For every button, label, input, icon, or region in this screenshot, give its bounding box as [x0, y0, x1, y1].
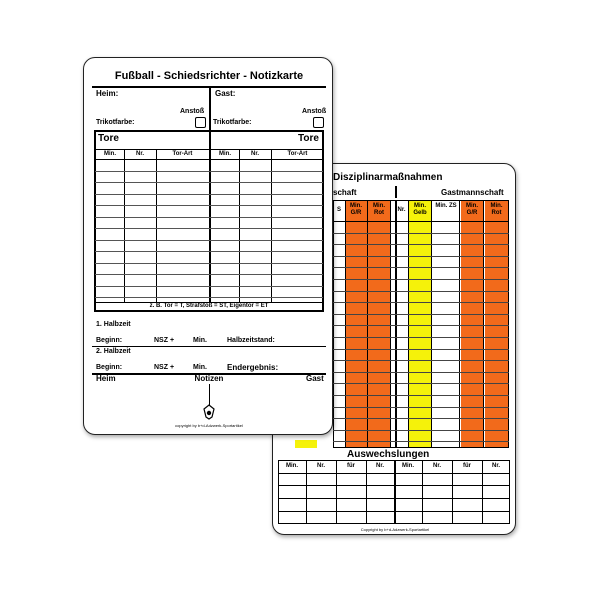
- right-gelb-column: [409, 201, 431, 447]
- auswechslungen-title: Auswechslungen: [347, 449, 430, 460]
- sub-header: Nr.: [316, 463, 325, 469]
- tore-label: Tore: [98, 133, 119, 144]
- tore-label: Tore: [298, 133, 319, 144]
- anstoss-label: Anstoß: [302, 108, 327, 115]
- right-rot-column: [485, 201, 508, 447]
- halbzeit2-label: 2. Halbzeit: [96, 348, 131, 355]
- back-title: Disziplinarmaßnahmen: [333, 172, 443, 183]
- col-header: Min. G/R: [466, 203, 478, 216]
- trikotfarbe-label: Trikotfarbe:: [213, 119, 252, 126]
- heim-notes-label: Heim: [96, 374, 116, 383]
- tore-col-header: Nr.: [135, 151, 144, 157]
- col-header: Min. ZS: [435, 203, 457, 209]
- sub-header: Nr.: [491, 463, 500, 469]
- col-header: Min. G/R: [350, 203, 362, 216]
- tore-col-header: Nr.: [250, 151, 259, 157]
- col-header: Min. Gelb: [413, 203, 427, 216]
- beginn-label: Beginn:: [96, 364, 123, 371]
- halbzeitstand-label: Halbzeitstand:: [227, 337, 275, 344]
- left-rot-column: [368, 201, 390, 447]
- tore-col-header: Tor-Art: [172, 151, 193, 157]
- divider: [395, 186, 397, 198]
- sub-header: für: [347, 463, 355, 469]
- sub-header: für: [463, 463, 471, 469]
- brand-logo-icon: [202, 404, 216, 420]
- back-copyright: Copyright by b+d-Adzwerk-Sportartikel: [360, 527, 430, 532]
- nsz-label: NSZ +: [154, 337, 175, 344]
- nsz-label: NSZ +: [154, 364, 175, 371]
- sub-header: Min.: [286, 463, 298, 469]
- anstoss-label: Anstoß: [180, 108, 205, 115]
- left-gelb-column: [295, 440, 317, 448]
- front-card: [83, 57, 333, 435]
- sub-header: Nr.: [432, 463, 441, 469]
- beginn-label: Beginn:: [96, 337, 123, 344]
- front-copyright: copyright by b+d-Adzwerk-Sportartikel: [175, 423, 243, 428]
- col-header: S: [336, 207, 341, 213]
- halbzeit1-label: 1. Halbzeit: [96, 321, 131, 328]
- col-header: Min. Rot: [490, 203, 503, 216]
- sub-header: Min.: [402, 463, 414, 469]
- front-title: Fußball - Schiedsrichter - Notizkarte: [114, 70, 304, 82]
- tore-col-header: Min.: [219, 151, 231, 157]
- endergebnis-label: Endergebnis:: [227, 363, 279, 372]
- left-gr-column: [345, 201, 367, 447]
- anstoss-checkbox-heim[interactable]: [195, 117, 206, 128]
- tore-col-header: Min.: [104, 151, 116, 157]
- trikotfarbe-label: Trikotfarbe:: [96, 119, 135, 126]
- anstoss-checkbox-gast[interactable]: [313, 117, 324, 128]
- notizen-label: Notizen: [194, 374, 224, 383]
- tore-col-header: Tor-Art: [287, 151, 308, 157]
- gast-team-label: Gastmannschaft: [441, 188, 504, 197]
- col-header: Nr.: [397, 207, 406, 213]
- right-gr-column: [461, 201, 483, 447]
- tore-legend: z. B. Tor = T, Strafstoß = ST, Eigentor = ET: [149, 303, 269, 309]
- min-label: Min.: [193, 337, 207, 344]
- gast-label: Gast:: [215, 89, 236, 98]
- min-label: Min.: [193, 364, 207, 371]
- gast-notes-label: Gast: [306, 374, 324, 383]
- heim-team-label: schaft: [333, 188, 357, 197]
- sub-header: Nr.: [375, 463, 384, 469]
- heim-label: Heim:: [96, 89, 119, 98]
- col-header: Min. Rot: [373, 203, 385, 216]
